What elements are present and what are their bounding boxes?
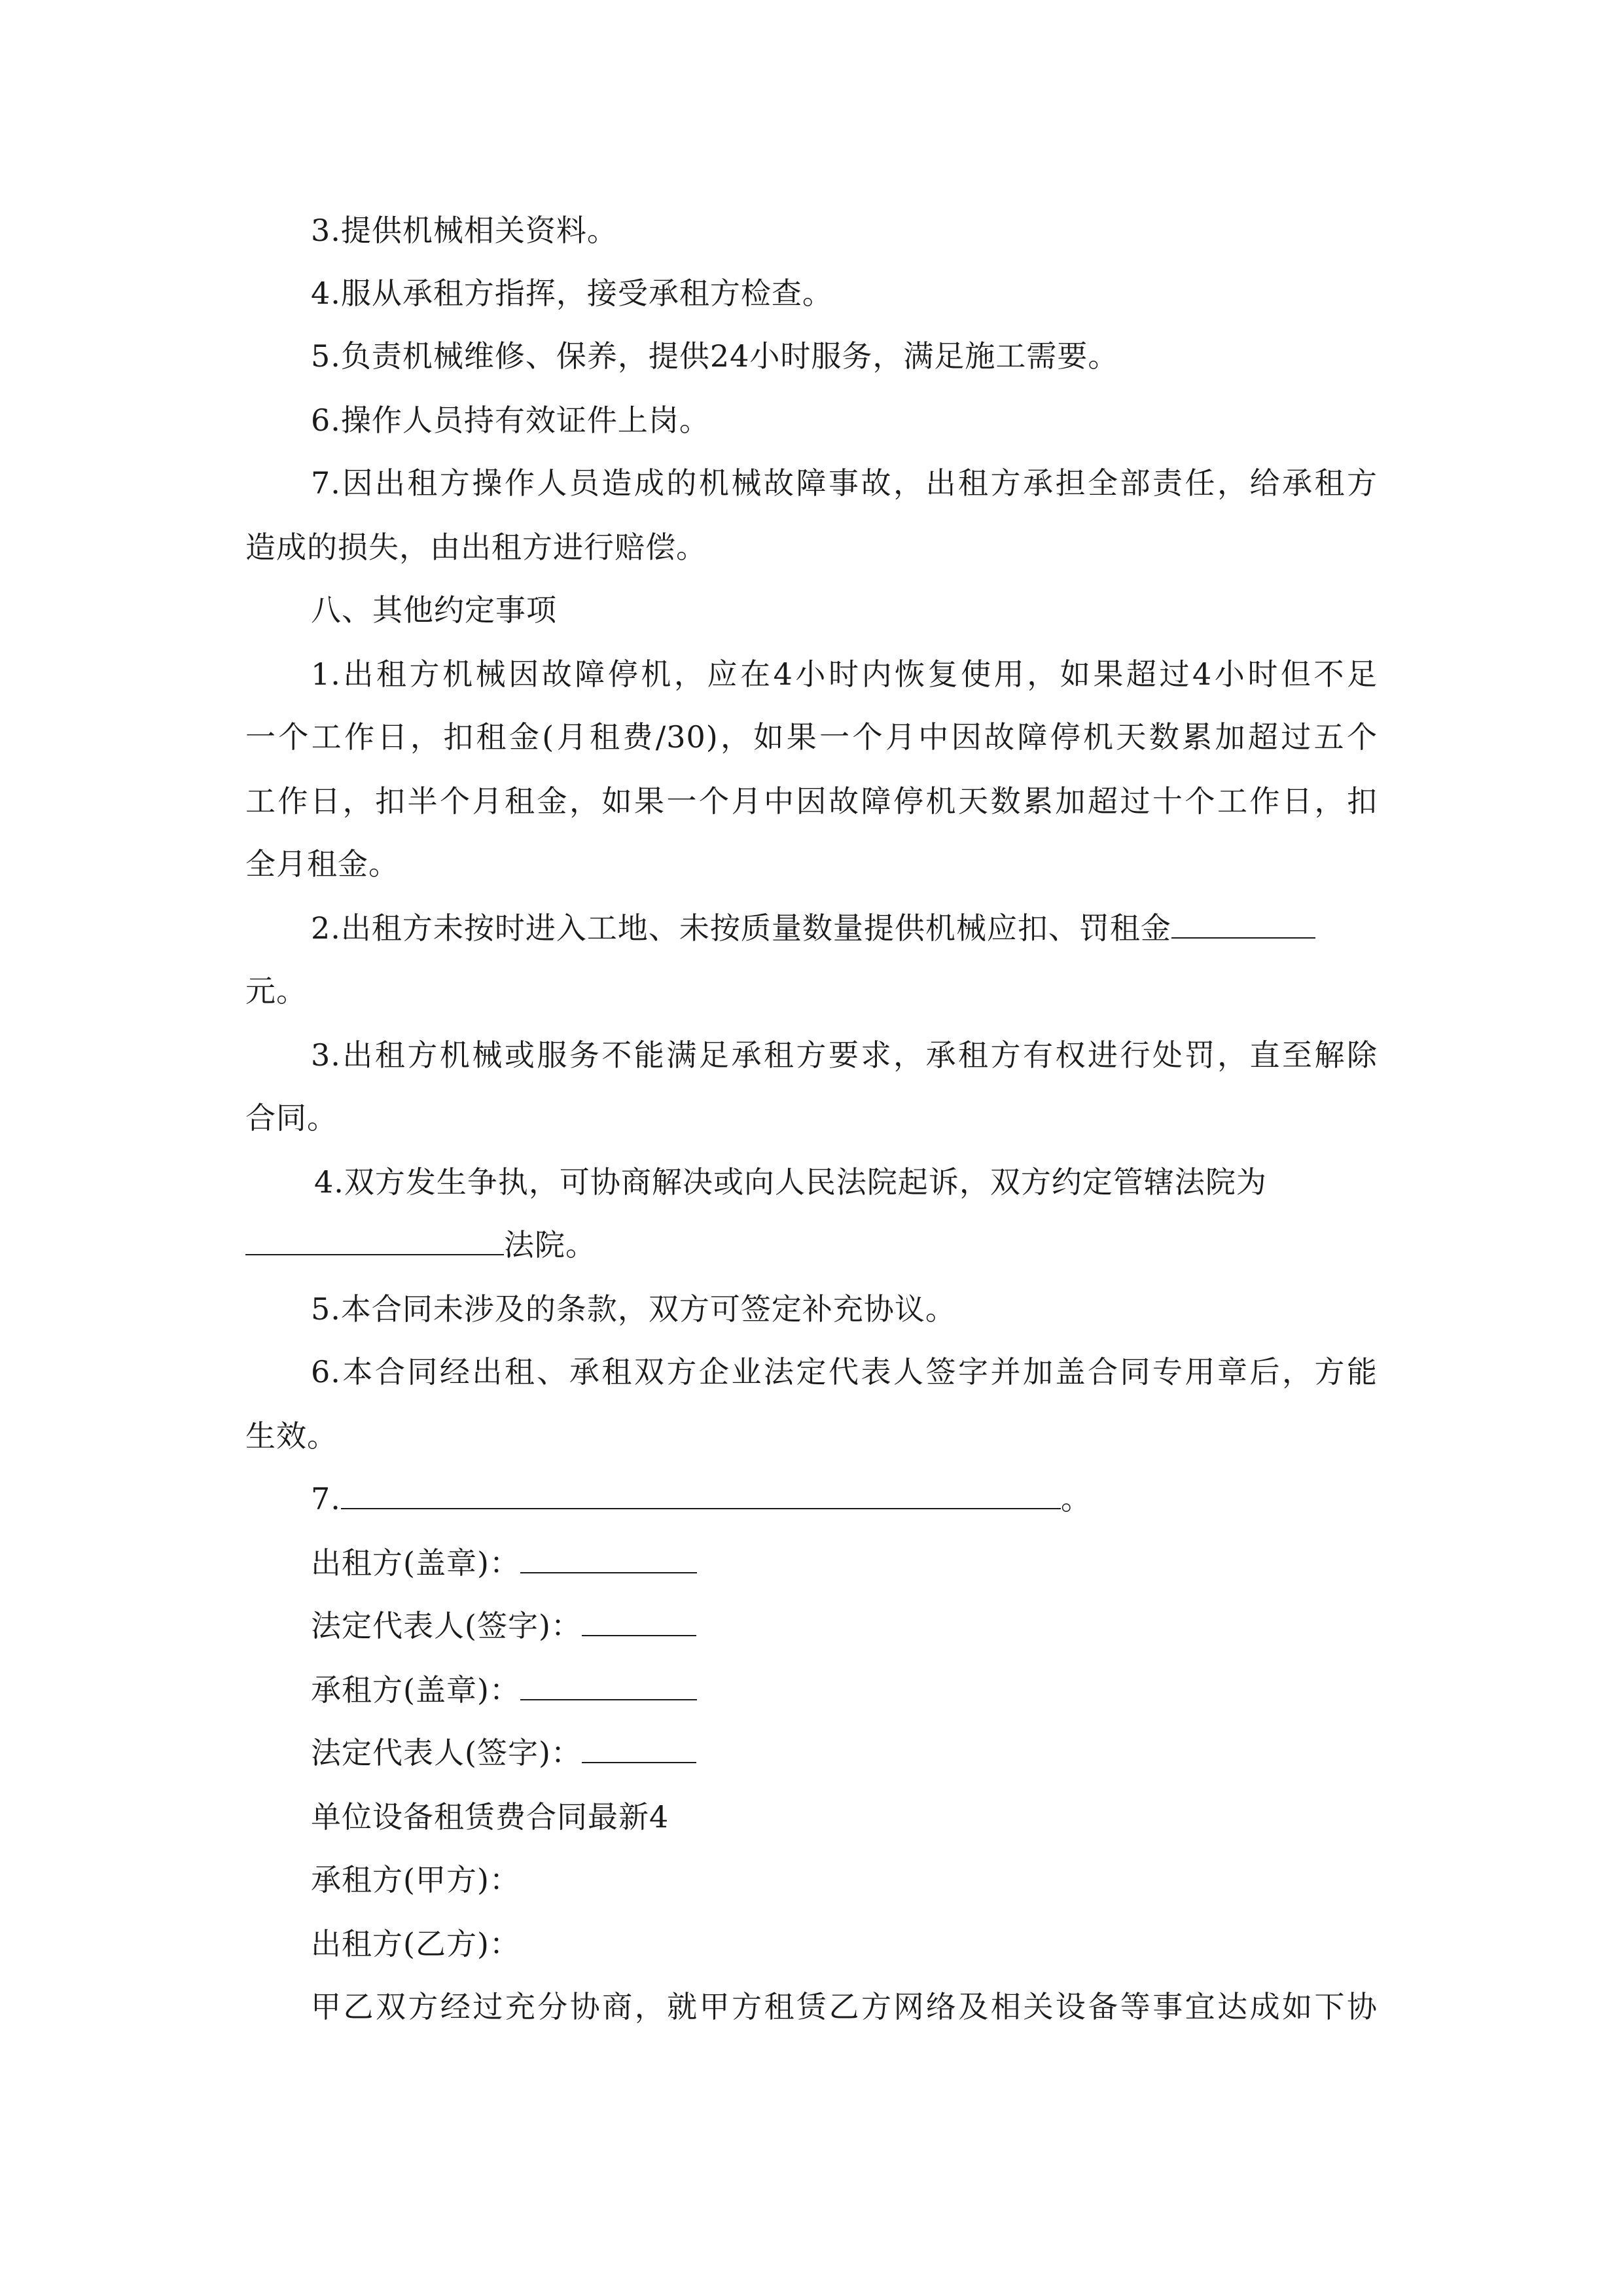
lessor-rep-line (311, 1606, 696, 1645)
next-contract-title: 单位设备租赁费合同最新4 (311, 1799, 669, 1835)
lessor-item-6: 6.操作人员持有效证件上岗。 (311, 403, 710, 438)
additional-term-blank[interactable] (341, 1479, 1061, 1509)
lessee-seal-label: 承租方(盖章)： (311, 1672, 520, 1708)
other-terms-item-1-line3: 工作日，扣半个月租金，如果一个月中因故障停机天数累加超过十个工作日，扣 (245, 783, 1378, 819)
lessee-rep-signature-blank[interactable] (582, 1733, 696, 1763)
other-terms-item-5: 5.本合同未涉及的条款，双方可签定补充协议。 (311, 1291, 956, 1327)
other-terms-item-2-line2: 元。 (245, 973, 307, 1009)
other-terms-item-1-line4: 全月租金。 (245, 846, 399, 882)
section-heading-other-terms: 八、其他约定事项 (311, 592, 557, 628)
other-terms-item-7 (311, 1479, 1092, 1518)
other-terms-item-7-prefix: 7. (311, 1481, 341, 1516)
lessor-item-5: 5.负责机械维修、保养，提供24小时服务，满足施工需要。 (311, 338, 1119, 374)
other-terms-item-3-line1: 3.出租方机械或服务不能满足承租方要求，承租方有权进行处罚，直至解除 (311, 1037, 1378, 1073)
other-terms-item-4-line1: 4.双方发生争执，可协商解决或向人民法院起诉，双方约定管辖法院为 (314, 1164, 1267, 1200)
lessee-rep-line (311, 1733, 696, 1772)
lessor-item-7-line1: 7.因出租方操作人员造成的机械故障事故，出租方承担全部责任，给承租方 (311, 465, 1378, 501)
lessor-item-7-line2: 造成的损失，由出租方进行赔偿。 (245, 529, 707, 565)
other-terms-item-2-text: 2.出租方未按时进入工地、未按质量数量提供机械应扣、罚租金 (311, 910, 1171, 946)
other-terms-item-6-line1: 6.本合同经出租、承租双方企业法定代表人签字并加盖合同专用章后，方能 (311, 1354, 1378, 1390)
other-terms-item-1-line2: 一个工作日，扣租金(月租费/30)，如果一个月中因故障停机天数累加超过五个 (245, 719, 1378, 755)
other-terms-item-4-suffix: 法院。 (504, 1227, 596, 1263)
lessor-item-4: 4.服从承租方指挥，接受承租方检查。 (311, 276, 833, 311)
party-a-label: 承租方(甲方)： (311, 1862, 520, 1897)
lessor-rep-signature-blank[interactable] (582, 1606, 696, 1636)
lessor-seal-blank[interactable] (520, 1543, 697, 1573)
other-terms-item-2-line1 (311, 908, 1315, 948)
lessee-rep-label: 法定代表人(签字)： (311, 1735, 582, 1770)
lessee-seal-line (311, 1670, 697, 1710)
lessee-seal-blank[interactable] (520, 1670, 697, 1700)
other-terms-item-6-line2: 生效。 (245, 1418, 338, 1454)
party-b-label: 出租方(乙方)： (311, 1926, 520, 1962)
lessor-seal-line (311, 1543, 697, 1583)
other-terms-item-4-line2 (245, 1225, 596, 1265)
intro-paragraph-line: 甲乙双方经过充分协商，就甲方租赁乙方网络及相关设备等事宜达成如下协 (311, 1989, 1378, 2024)
other-terms-item-1-line1: 1.出租方机械因故障停机，应在4小时内恢复使用，如果超过4小时但不足 (311, 656, 1378, 692)
other-terms-item-7-suffix: 。 (1060, 1481, 1092, 1516)
lessor-seal-label: 出租方(盖章)： (311, 1545, 520, 1581)
court-name-blank[interactable] (245, 1225, 504, 1255)
penalty-amount-blank[interactable] (1171, 908, 1315, 939)
other-terms-item-3-line2: 合同。 (245, 1100, 338, 1136)
lessor-item-3: 3.提供机械相关资料。 (311, 213, 618, 248)
lessor-rep-label: 法定代表人(签字)： (311, 1608, 582, 1643)
